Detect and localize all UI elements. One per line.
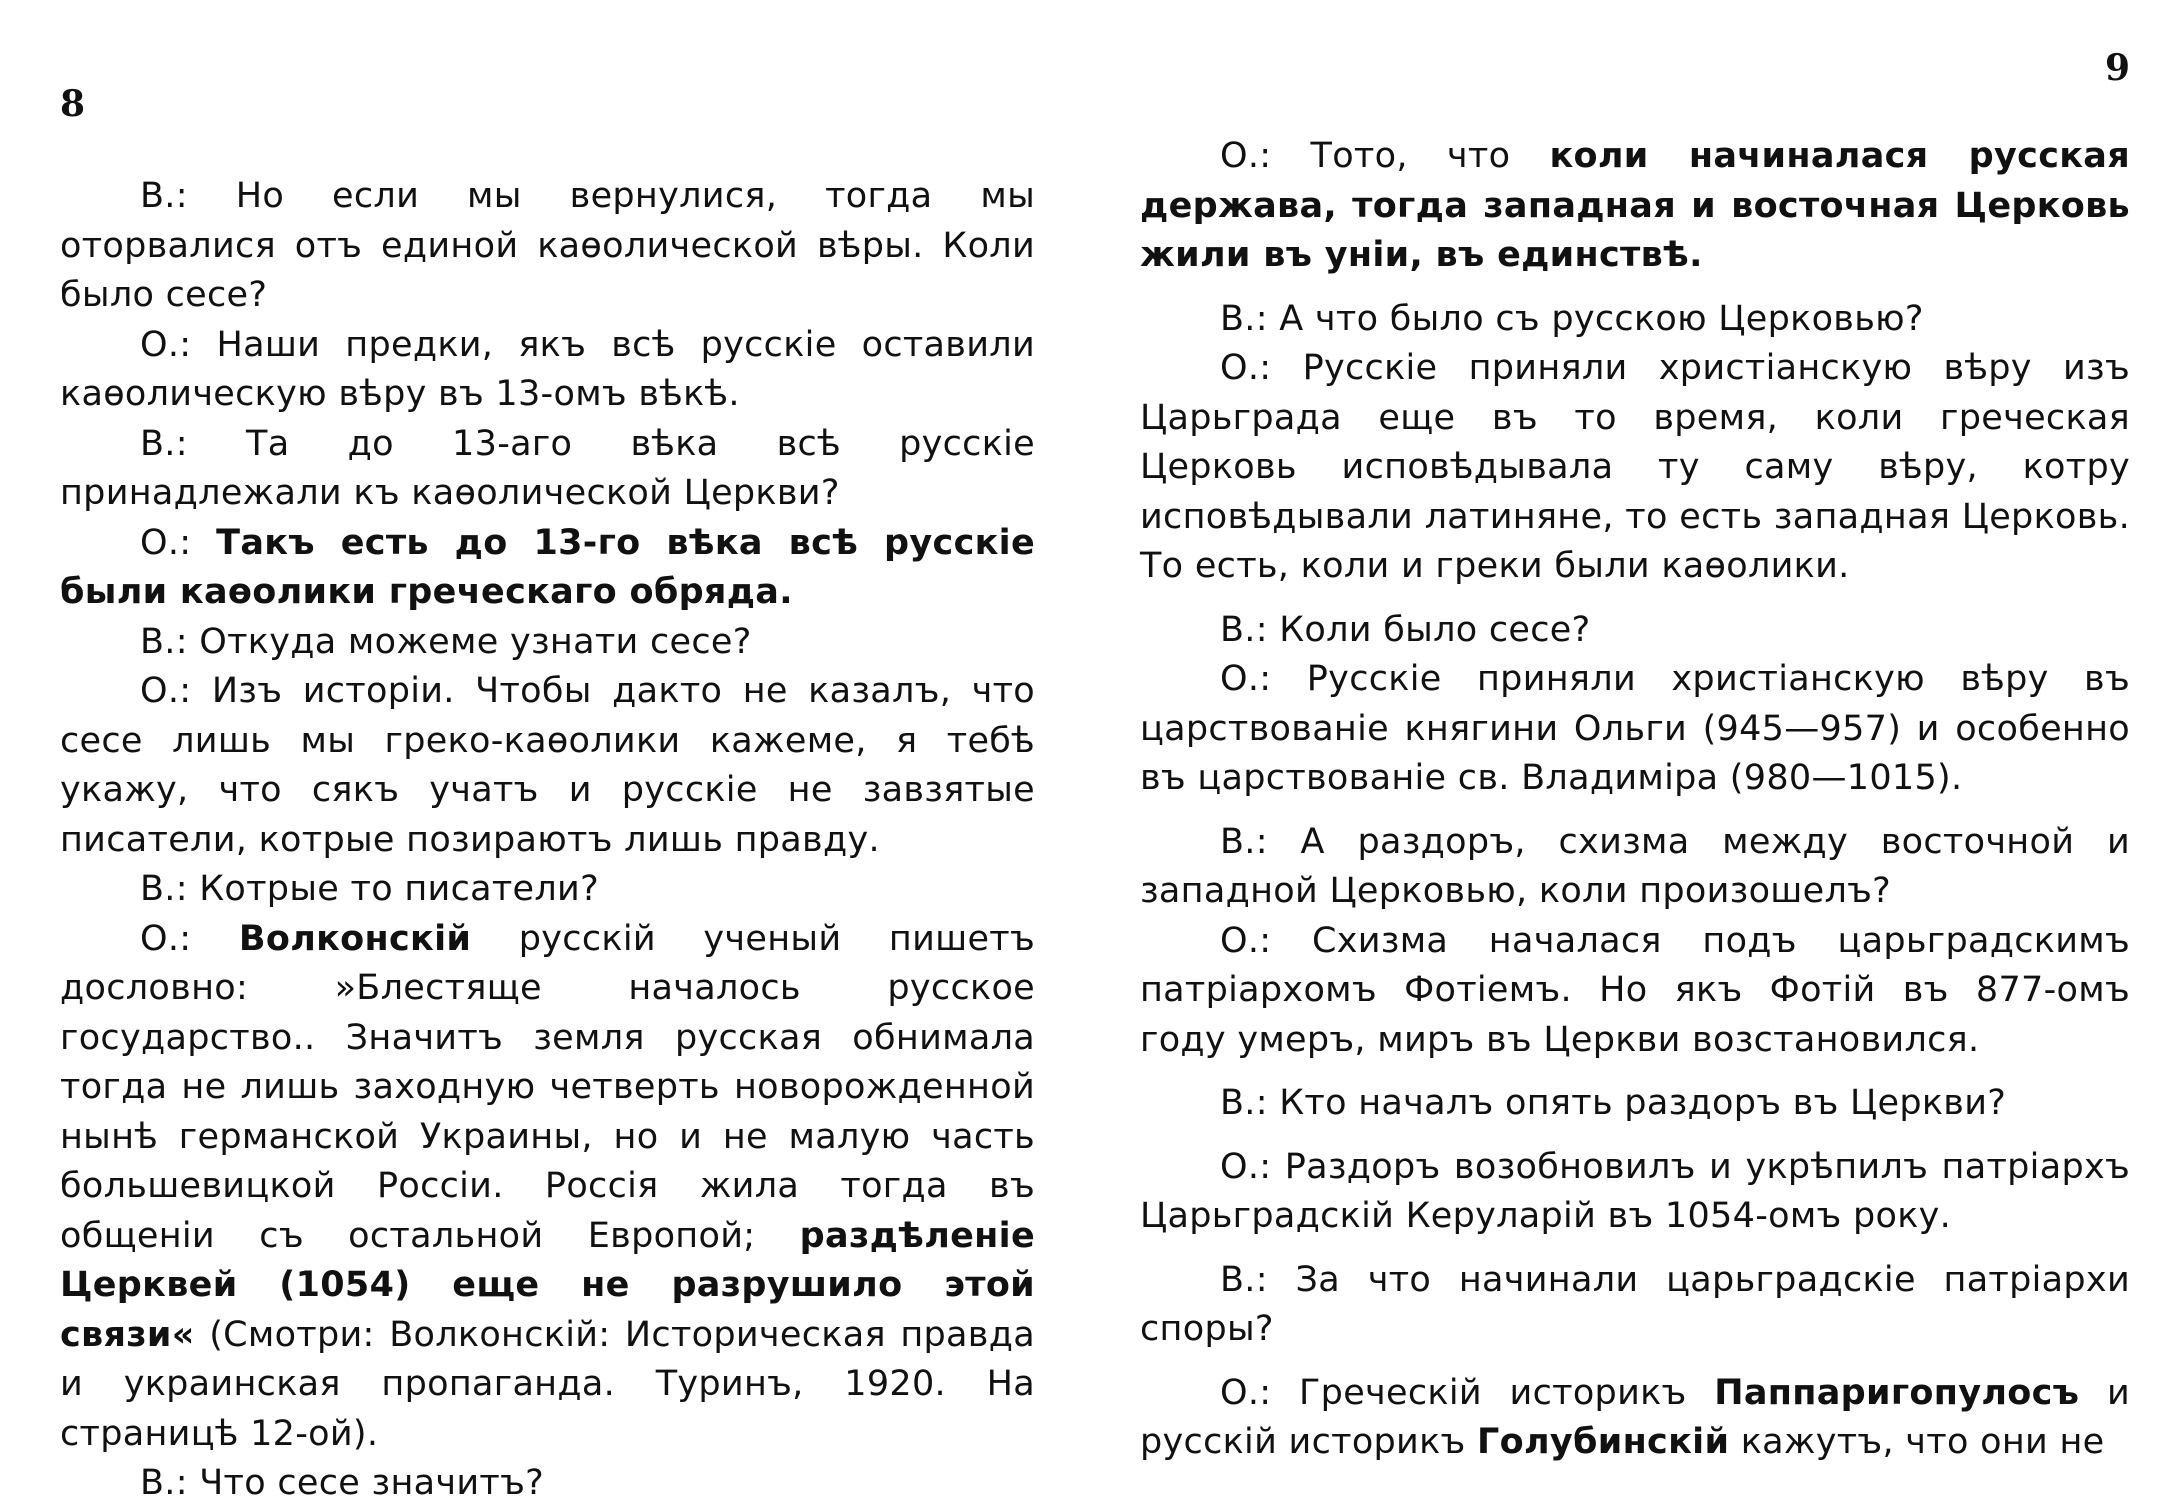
- page-text: [60, 172, 1035, 1509]
- text-run: О.:: [140, 918, 239, 959]
- paragraph: [1140, 1143, 2130, 1242]
- text-run: В.: Но если мы вернулися, тогда мы оторвалися отъ единой каѳолической вѣры. Коли было сесе?: [60, 176, 1035, 315]
- text-run: О.: Русскіе приняли христіанскую вѣру въ царствованіе княгини Ольги (945—957) и особенно въ царствованіе св. Владиміра (980—1015).: [1140, 659, 2130, 798]
- text-run: В.: Что сесе значитъ?: [140, 1463, 545, 1503]
- text-run: В.: Откуда можеме узнати сесе?: [140, 621, 752, 662]
- bold-text: Такъ есть до 13-го вѣка всѣ русскіе были каѳолики греческаго обряда.: [60, 522, 1036, 612]
- bold-text: Паппаригопулосъ: [1714, 1372, 2080, 1413]
- text-run: В.: За что начинали царьградскіе патріархи споры?: [1140, 1259, 2130, 1349]
- paragraph: [1140, 655, 2130, 804]
- text-run: О.: Тото, что: [1220, 136, 1550, 176]
- text-run: кажутъ, что они не: [1729, 1422, 2105, 1462]
- paragraph: [1140, 1079, 2130, 1129]
- paragraph: [60, 420, 1035, 519]
- text-run: О.: Схизма началася подъ царьградскимъ патріархомъ Фотіемъ. Но якъ Фотій въ 877-омъ году умеръ, миръ въ Церкви возстановился.: [1140, 920, 2130, 1060]
- text-run: О.: Греческій историкъ: [1220, 1372, 1715, 1413]
- paragraph: [1140, 344, 2130, 592]
- text-run: О.:: [140, 522, 217, 563]
- text-run: О.: Раздоръ возобновилъ и укрѣпилъ патріархъ Царьградскій Керуларій въ 1054-омъ року.: [1140, 1146, 2130, 1236]
- paragraph: [60, 172, 1035, 321]
- paragraph: [60, 865, 1035, 915]
- bold-text: Голубинскій: [1477, 1422, 1730, 1462]
- bold-text: коли начиналася русская держава, тогда западная и восточная Церковь жили въ уніи, въ единствѣ.: [1140, 136, 2130, 275]
- paragraph: [1140, 818, 2130, 917]
- bold-text: раздѣленіе Церквей (1054) еще не разрушило этой связи«: [60, 1215, 1035, 1355]
- paragraph: [60, 667, 1035, 865]
- text-run: (Смотри: Волконскій: Историческая правда и украинская пропаганда. Туринъ, 1920. На страницѣ 12-ой).: [60, 1314, 1035, 1454]
- bold-text: Волконскій: [238, 918, 472, 959]
- paragraph: [60, 618, 1035, 668]
- paragraph: [1140, 1256, 2130, 1355]
- text-run: О.: Изъ исторіи. Чтобы дакто не казалъ, что сесе лишь мы греко-каѳолики кажеме, я тебѣ укажу, что сякъ учатъ и русскіе не завзятые писатели, котрые позираютъ лишь правду.: [60, 671, 1035, 860]
- page-text: [1140, 132, 2130, 1468]
- text-run: О.: Русскіе приняли христіанскую вѣру изъ Царьграда еще въ то время, коли греческая Церковь исповѣдывала ту саму вѣру, котру исповѣдывали латиняне, то есть западная Церковь. То есть, коли и греки были каѳолики.: [1140, 348, 2130, 586]
- page-number: 9: [2104, 47, 2130, 89]
- paragraph: [1140, 1369, 2130, 1468]
- text-run: О.: Наши предки, якъ всѣ русскіе оставили каѳолическую вѣру въ 13-омъ вѣкѣ.: [60, 324, 1035, 414]
- page-number: 8: [60, 83, 86, 125]
- text-run: В.: Та до 13-аго вѣка всѣ русскіе принадлежали къ каѳолической Церкви?: [60, 423, 1035, 513]
- text-run: и русскій историкъ: [1140, 1372, 2130, 1462]
- text-run: В.: А раздоръ, схизма между восточной и западной Церковью, коли произошелъ?: [1140, 821, 2130, 911]
- paragraph: [1140, 295, 2130, 345]
- text-run: В.: Кто началъ опять раздоръ въ Церкви?: [1220, 1083, 2007, 1123]
- paragraph: [60, 1459, 1035, 1509]
- text-run: В.: Коли было сесе?: [1220, 609, 1591, 650]
- text-run: В.: Котрые то писатели?: [140, 869, 599, 909]
- paragraph: [1140, 132, 2130, 281]
- paragraph: [60, 915, 1035, 1460]
- text-run: русскій ученый пишетъ дословно: »Блестяще началось русское государство.. Значитъ земля русская обнимала тогда не лишь заходную четверть новорожденной нынѣ германской Украины, но и не малую часть большевицкой Россіи. Россія жила тогда въ общеніи съ остальной Европой;: [60, 918, 1035, 1256]
- paragraph: [60, 519, 1035, 618]
- text-run: В.: А что было съ русскою Церковью?: [1220, 298, 1924, 339]
- paragraph: [1140, 606, 2130, 656]
- paragraph: [1140, 917, 2130, 1066]
- paragraph: [60, 321, 1035, 420]
